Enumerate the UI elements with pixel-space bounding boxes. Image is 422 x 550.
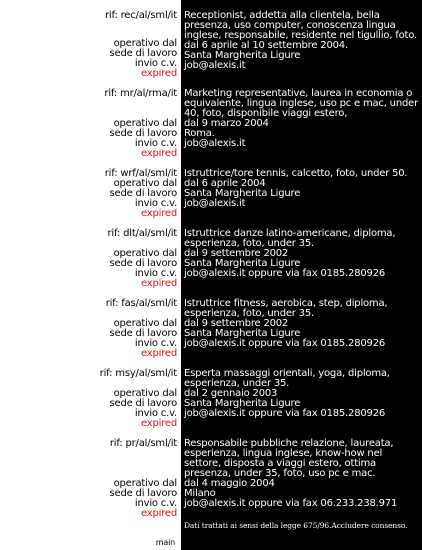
expired-status: expired [140,68,177,79]
invio-value[interactable]: job@alexis.it [184,60,246,71]
main-link[interactable]: main [155,538,175,547]
sede-label: sede di lavoro [109,188,177,199]
operativo-value: dal 6 aprile al 10 settembre 2004. [184,40,348,51]
invio-label: invio c.v. [134,58,177,69]
job-description: Istruttrice/tore tennis, calcetto, foto, under 50. [184,168,408,179]
sede-label: sede di lavoro [109,48,177,59]
invio-value[interactable]: job@alexis.it oppure via fax 06.233.238.971 [184,498,398,509]
job-description: Marketing representative, laurea in economia o equivalente, lingua inglese, uso pc e mac, under 40, foto, disponibile viaggi estero, [184,88,418,119]
operativo-value: dal 2 gennaio 2003 [184,388,278,399]
expired-status: expired [140,148,177,159]
invio-label: invio c.v. [134,338,177,349]
job-details [184,369,420,419]
sede-label: sede di lavoro [109,488,177,499]
job-details [184,229,420,279]
rif-label: rif: fas/al/sml/it [105,298,177,309]
expired-status: expired [140,418,177,429]
expired-status: expired [140,508,177,519]
invio-label: invio c.v. [134,408,177,419]
invio-label: invio c.v. [134,138,177,149]
job-labels [0,89,177,159]
operativo-value: dal 6 aprile 2004 [184,178,266,189]
job-details [184,11,420,71]
invio-value[interactable]: job@alexis.it oppure via fax 0185.280926 [184,408,386,419]
invio-label: invio c.v. [134,198,177,209]
operativo-value: dal 9 settembre 2002 [184,318,289,329]
expired-status: expired [140,348,177,359]
invio-value[interactable]: job@alexis.it [184,138,246,149]
job-details [184,439,420,509]
job-labels [0,439,177,519]
expired-status: expired [140,208,177,219]
rif-label: rif: rec/al/sml/it [105,10,177,21]
rif-label: rif: mr/al/rma/it [104,88,177,99]
privacy-note: Dati trattati ai sensi della legge 675/96.Accludere consenso. [184,521,408,530]
expired-status: expired [140,278,177,289]
job-details [184,299,420,349]
job-labels [0,11,177,79]
sede-label: sede di lavoro [109,128,177,139]
sede-value: Milano [184,488,216,499]
sede-value: Santa Margherita Ligure [184,398,301,409]
operativo-value: dal 9 marzo 2004 [184,118,269,129]
job-labels [0,229,177,289]
sede-value: Santa Margherita Ligure [184,50,301,61]
sede-label: sede di lavoro [109,258,177,269]
job-description: Istruttrice danze latino-americane, diploma, esperienza, foto, under 35. [184,228,396,249]
sede-label: sede di lavoro [109,398,177,409]
rif-label: rif: dlt/al/sml/it [107,228,177,239]
job-labels [0,299,177,359]
invio-value[interactable]: job@alexis.it [184,198,246,209]
job-labels [0,169,177,219]
operativo-label: operativo dal [113,248,177,259]
rif-label: rif: pr/al/sml/it [109,438,177,449]
job-description: Istruttrice fitness, aerobica, step, diploma, esperienza, foto, under 35. [184,298,388,319]
operativo-label: operativo dal [113,388,177,399]
operativo-label: operativo dal [113,478,177,489]
rif-label: rif: wrf/al/sml/it [104,168,177,179]
invio-value[interactable]: job@alexis.it oppure via fax 0185.280926 [184,338,386,349]
rif-label: rif: msy/al/sml/it [99,368,177,379]
job-description: Esperta massaggi orientali, yoga, diploma, esperienza, under 35. [184,368,390,389]
sede-label: sede di lavoro [109,328,177,339]
job-description: Responsabile pubbliche relazione, laureata, esperienza, lingua inglese, know-how nel settore, disposta a viaggi estero, ottima presenza, under 35, foto, uso pc e mac. [184,438,394,479]
operativo-label: operativo dal [113,118,177,129]
invio-label: invio c.v. [134,498,177,509]
sede-value: Santa Margherita Ligure [184,328,301,339]
job-details [184,169,420,209]
invio-label: invio c.v. [134,268,177,279]
sede-value: Santa Margherita Ligure [184,258,301,269]
job-description: Receptionist, addetta alla clientela, bella presenza, uso computer, conoscenza lingua inglese, responsabile, residente nel tigullio, foto. [184,10,417,41]
operativo-value: dal 9 settembre 2002 [184,248,289,259]
operativo-label: operativo dal [113,38,177,49]
sede-value: Santa Margherita Ligure [184,188,301,199]
job-labels [0,369,177,429]
invio-value[interactable]: job@alexis.it oppure via fax 0185.280926 [184,268,386,279]
operativo-label: operativo dal [113,178,177,189]
operativo-label: operativo dal [113,318,177,329]
sede-value: Roma. [184,128,215,139]
job-details [184,89,420,149]
operativo-value: dal 4 maggio 2004 [184,478,275,489]
